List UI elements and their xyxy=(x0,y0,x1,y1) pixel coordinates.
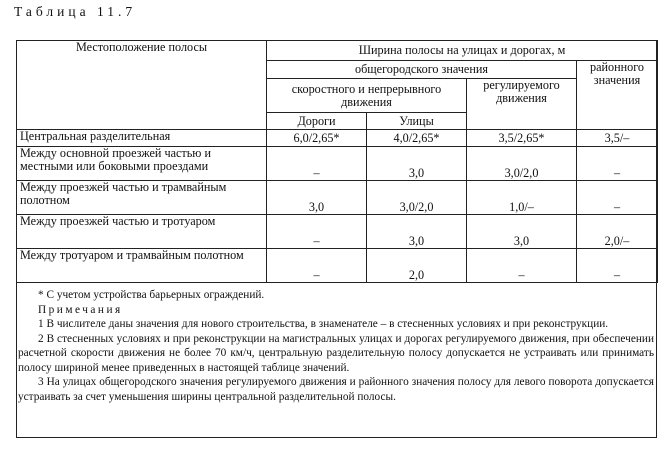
header-regulated: регулируемого движения xyxy=(467,79,577,130)
table-row xyxy=(17,249,658,283)
row-label: Между основной проезжей частью и местными или боковыми проездами xyxy=(17,147,267,181)
header-roads: Дороги xyxy=(267,113,367,130)
cell-regulated: – xyxy=(467,249,577,283)
cell-regulated: 1,0/– xyxy=(467,181,577,215)
cell-district: 2,0/– xyxy=(577,215,658,249)
cell-district: 3,5/– xyxy=(577,130,658,147)
cell-regulated: 3,0 xyxy=(467,215,577,249)
table-caption: Таблица 11.7 xyxy=(14,4,137,19)
table-row xyxy=(17,181,658,215)
table-row xyxy=(17,215,658,249)
header-location: Местоположение полосы xyxy=(17,41,267,130)
cell-streets: 4,0/2,65* xyxy=(367,130,467,147)
cell-district: – xyxy=(577,181,658,215)
header-district: районного значения xyxy=(577,61,658,130)
cell-roads: – xyxy=(267,147,367,181)
header-citywide: общегородского значения xyxy=(267,61,577,79)
cell-roads: 3,0 xyxy=(267,181,367,215)
cell-regulated: 3,0/2,0 xyxy=(467,147,577,181)
header-streets: Улицы xyxy=(367,113,467,130)
header-width-title: Ширина полосы на улицах и дорогах, м xyxy=(267,41,658,61)
table-row xyxy=(17,130,658,147)
footnote: * С учетом устройства барьерных ограждений. xyxy=(38,289,265,301)
notes-title: Примечания xyxy=(38,303,123,316)
cell-streets: 2,0 xyxy=(367,249,467,283)
road-lane-width-table xyxy=(16,40,658,283)
cell-streets: 3,0 xyxy=(367,147,467,181)
cell-regulated: 3,5/2,65* xyxy=(467,130,577,147)
cell-district: – xyxy=(577,249,658,283)
cell-roads: – xyxy=(267,215,367,249)
cell-streets: 3,0/2,0 xyxy=(367,181,467,215)
note-item: 2 В стесненных условиях и при реконструкции на магистральных улицах и дорогах регулируемого движения, при обеспечении расчетной скорости движения не более 70 км/ч, центральную разделительную полосу допускается не устраивать или принимать полосу шириной менее приведенных в настоящей таблице значений. xyxy=(18,332,654,374)
note-item: 1 В числителе даны значения для нового строительства, в знаменателе – в стесненных условиях и при реконструкции. xyxy=(38,318,609,330)
row-label: Центральная разделительная xyxy=(17,130,267,147)
note-item: 3 На улицах общегородского значения регулируемого движения и районного значения полосу для левого поворота допускается устраивать за счет уменьшения ширины центральной разделительной полосы. xyxy=(18,376,654,403)
header-expressway: скоростного и непрерывного движения xyxy=(267,79,467,113)
row-label: Между проезжей частью и трамвайным полотном xyxy=(17,181,267,215)
table-row xyxy=(17,147,658,181)
cell-streets: 3,0 xyxy=(367,215,467,249)
cell-district: – xyxy=(577,147,658,181)
cell-roads: 6,0/2,65* xyxy=(267,130,367,147)
cell-roads: – xyxy=(267,249,367,283)
row-label: Между тротуаром и трамвайным полотном xyxy=(17,249,267,283)
row-label: Между проезжей частью и тротуаром xyxy=(17,215,267,249)
table-notes xyxy=(18,288,654,404)
